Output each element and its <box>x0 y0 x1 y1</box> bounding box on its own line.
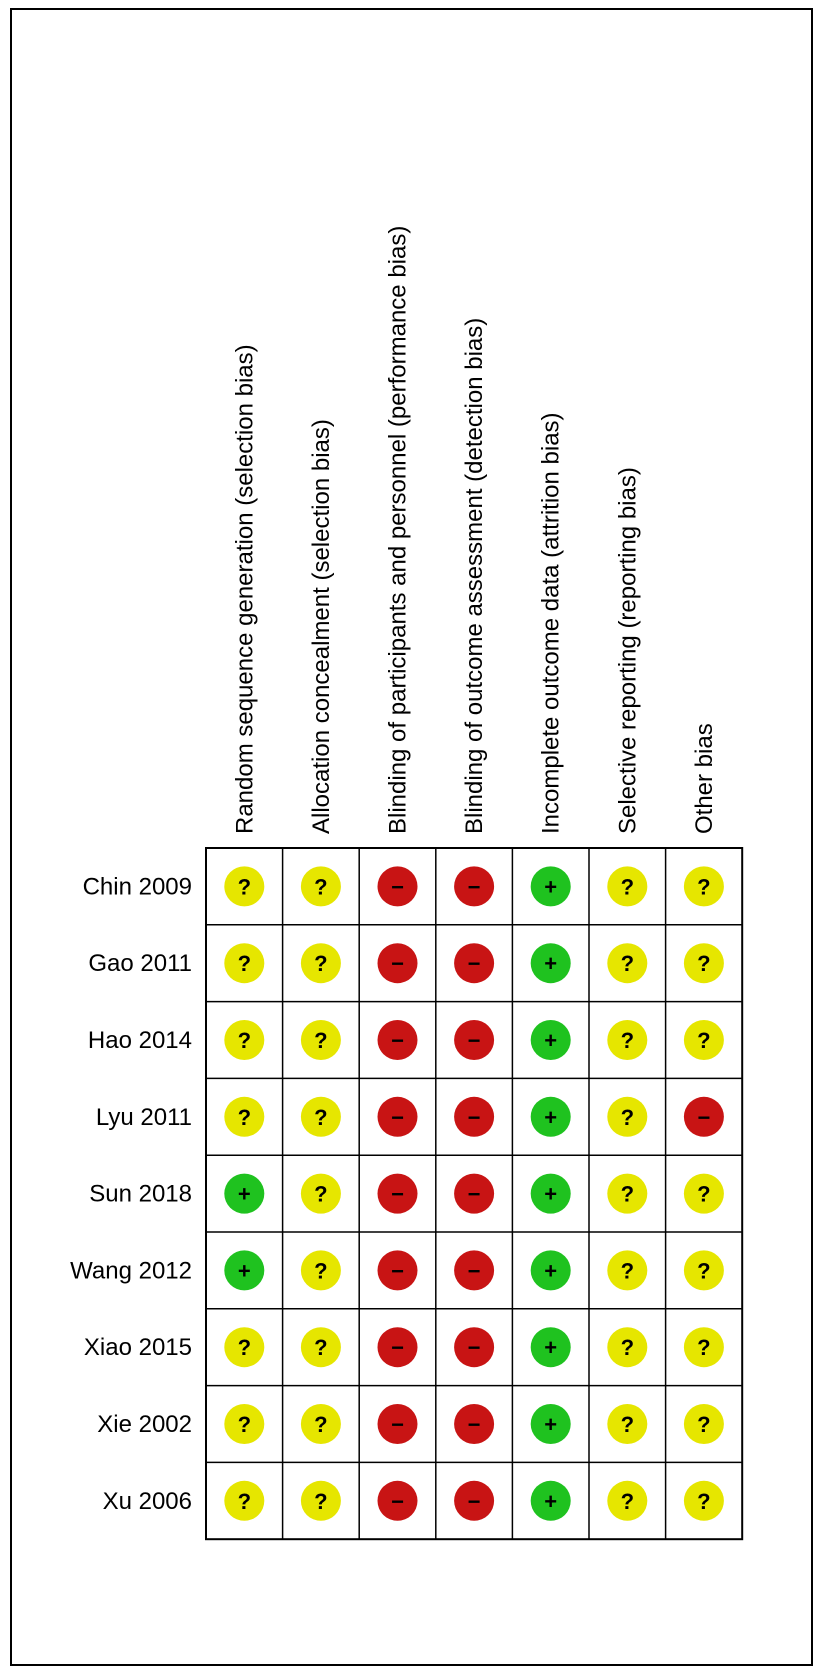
judgement-symbol: − <box>467 1028 481 1053</box>
judgement-symbol: ? <box>314 1028 328 1053</box>
judgement-symbol: − <box>391 951 404 977</box>
judgement-symbol: − <box>467 1181 481 1207</box>
judgement-symbol: ? <box>697 1028 711 1053</box>
judgement-symbol: − <box>391 874 404 900</box>
column-label: Incomplete outcome data (attrition bias) <box>537 412 565 834</box>
judgement-symbol: ? <box>697 1412 711 1437</box>
judgement-symbol: ? <box>620 1028 635 1053</box>
judgement-symbol: ? <box>237 951 252 977</box>
judgement-symbol: ? <box>237 1104 252 1130</box>
judgement-symbol: ? <box>697 1335 711 1361</box>
judgement-symbol: ? <box>620 1258 635 1284</box>
judgement-symbol: + <box>544 1335 558 1361</box>
judgement-symbol: − <box>391 1181 404 1207</box>
column-label: Selective reporting (reporting bias) <box>614 467 642 834</box>
judgement-symbol: + <box>237 1258 251 1284</box>
column-label: Allocation concealment (selection bias) <box>307 419 335 834</box>
judgement-symbol: ? <box>237 1028 252 1053</box>
judgement-symbol: − <box>697 1104 711 1130</box>
column-label: Blinding of outcome assessment (detection bias) <box>461 317 489 835</box>
judgement-symbol: − <box>391 1028 404 1053</box>
judgement-symbol: − <box>467 1104 481 1130</box>
judgement-symbol: + <box>544 1028 558 1053</box>
study-label: Wang 2012 <box>70 1257 192 1285</box>
judgement-symbol: − <box>391 1488 404 1514</box>
judgement-symbol: ? <box>314 951 328 977</box>
judgement-symbol: − <box>391 1335 404 1361</box>
judgement-symbol: ? <box>697 874 711 900</box>
judgement-symbol: − <box>467 1412 481 1437</box>
study-label: Gao 2011 <box>88 950 192 978</box>
judgement-symbol: + <box>544 951 558 977</box>
study-label: Lyu 2011 <box>95 1103 192 1131</box>
judgement-symbol: + <box>237 1181 251 1207</box>
judgement-symbol: + <box>544 1258 558 1284</box>
judgement-symbol: ? <box>237 1335 252 1361</box>
judgement-symbol: − <box>467 1258 481 1284</box>
judgement-symbol: − <box>391 1104 404 1130</box>
judgement-symbol: + <box>544 1181 558 1207</box>
column-label: Other bias <box>690 723 718 834</box>
study-label: Chin 2009 <box>82 873 192 901</box>
judgement-symbol: ? <box>314 1104 328 1130</box>
judgement-symbol: ? <box>314 1335 328 1361</box>
judgement-symbol: + <box>544 1104 558 1130</box>
study-label: Xu 2006 <box>102 1487 192 1515</box>
judgement-symbol: ? <box>314 1488 328 1514</box>
judgement-symbol: ? <box>620 1488 635 1514</box>
judgement-symbol: − <box>391 1258 404 1284</box>
study-label: Hao 2014 <box>87 1027 192 1054</box>
judgement-symbol: ? <box>620 1412 635 1437</box>
study-label: Xiao 2015 <box>83 1334 192 1362</box>
judgement-symbol: − <box>467 874 481 900</box>
judgement-symbol: ? <box>314 1181 328 1207</box>
judgement-symbol: + <box>544 1488 558 1514</box>
judgement-symbol: ? <box>620 1335 635 1361</box>
judgement-symbol: ? <box>620 951 635 977</box>
judgement-symbol: ? <box>237 1412 252 1437</box>
judgement-symbol: ? <box>697 1181 711 1207</box>
judgement-symbol: ? <box>237 874 252 900</box>
judgement-symbol: + <box>544 1412 558 1437</box>
column-label: Random sequence generation (selection bias) <box>231 344 259 834</box>
judgement-symbol: − <box>467 1488 481 1514</box>
judgement-symbol: ? <box>620 1104 635 1130</box>
judgement-symbol: ? <box>314 874 328 900</box>
judgement-symbol: − <box>391 1412 404 1437</box>
study-label: Sun 2018 <box>89 1180 192 1208</box>
judgement-symbol: ? <box>314 1412 328 1437</box>
study-label: Xie 2002 <box>97 1411 192 1438</box>
judgement-symbol: ? <box>697 951 711 977</box>
judgement-symbol: − <box>467 1335 481 1361</box>
judgement-symbol: ? <box>697 1488 711 1514</box>
column-label: Blinding of participants and personnel (performance bias) <box>384 225 412 834</box>
judgement-symbol: ? <box>697 1258 711 1284</box>
judgement-symbol: − <box>467 951 481 977</box>
judgement-symbol: ? <box>237 1488 252 1514</box>
judgement-symbol: ? <box>620 1181 635 1207</box>
judgement-symbol: + <box>544 874 558 900</box>
judgement-symbol: ? <box>314 1258 328 1284</box>
judgement-symbol: ? <box>620 874 635 900</box>
